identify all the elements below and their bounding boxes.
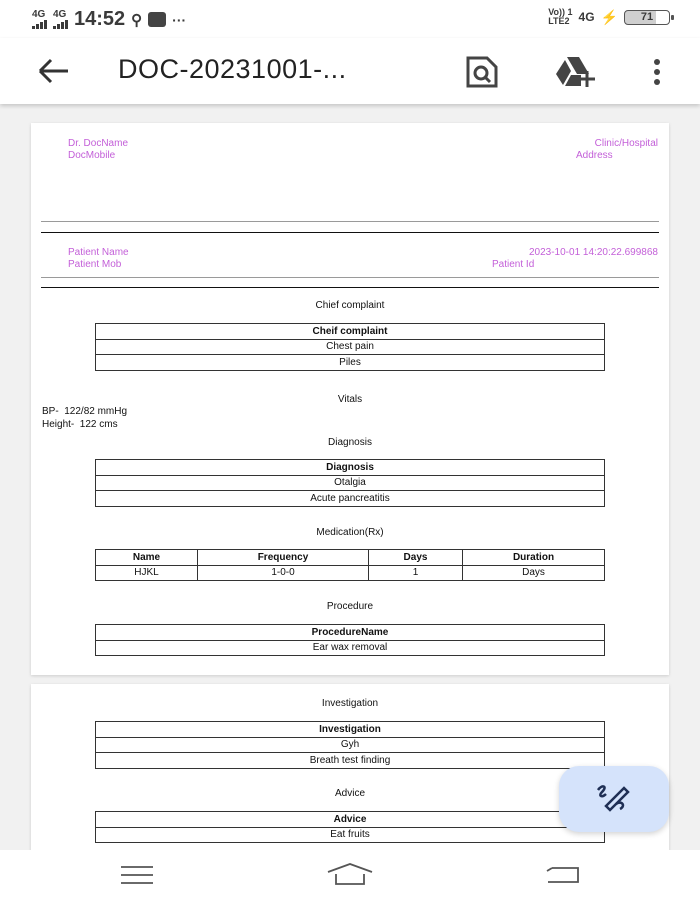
doctor-mobile: DocMobile [68,150,116,161]
table-header: Cheif complaint [96,324,605,340]
arrow-back-icon[interactable] [36,56,72,86]
menu-icon[interactable] [120,862,154,888]
column-header: Name [96,550,198,566]
doctor-name: Dr. DocName [68,138,129,149]
volte-top: Vo)) 1 [548,7,573,17]
diagnosis-table [95,459,605,507]
vital-height: Height- 122 cms [42,418,118,430]
table-cell: 1-0-0 [198,565,369,581]
table-header: Investigation [96,722,605,738]
diagnosis-title: Diagnosis [328,437,372,448]
pdf-page-1 [31,123,669,675]
table-cell: Ear wax removal [96,640,605,656]
column-header: Frequency [198,550,369,566]
table-cell: Days [463,565,605,581]
table-header: Diagnosis [96,460,605,476]
prescription-datetime: 2023-10-01 14:20:22.699868 [528,247,658,258]
pdf-viewer[interactable] [0,104,700,850]
chief-complaint-title: Chief complaint [315,300,385,311]
drive-add-icon[interactable] [555,55,589,89]
column-header: Days [369,550,463,566]
medication-title: Medication(Rx) [316,527,384,538]
vital-bp: BP- 122/82 mmHg [42,406,128,417]
signal-2-icon [53,10,68,29]
table-cell: 1 [369,565,463,581]
divider [41,221,659,222]
column-header: Duration [463,550,605,566]
divider [41,277,659,278]
status-bar [0,0,700,38]
network-type: 4G [578,10,595,24]
usb-icon: ⚲ [131,11,143,29]
more-notifications-icon: ··· [172,11,187,28]
signal-1-icon [32,10,47,29]
charging-icon: ⚡ [600,8,618,25]
patient-mobile: Patient Mob [68,259,122,270]
table-header: Advice [96,812,605,828]
back-icon[interactable] [544,862,580,888]
table-cell: Chest pain [96,339,605,355]
signal-1-label: 4G [32,9,46,20]
table-cell: Gyh [96,737,605,753]
volte-bottom: LTE2 [548,16,570,26]
procedure-title: Procedure [326,601,374,612]
clinic-address: Address [576,150,613,161]
clock: 14:52 [74,8,126,30]
table-cell: Otalgia [96,475,605,491]
app-bar [0,38,700,104]
table-row [96,565,605,581]
more-vertical-icon[interactable] [640,55,674,89]
table-cell: HJKL [96,565,198,581]
advice-table [95,811,605,843]
table-cell: Piles [96,355,605,371]
table-cell: Acute pancreatitis [96,491,605,507]
investigation-title: Investigation [321,698,379,709]
annotate-pen-icon [594,782,634,817]
battery-level: 71 [640,10,654,23]
signal-2-label: 4G [53,9,67,20]
home-icon[interactable] [326,862,374,888]
procedure-table [95,624,605,656]
table-header: ProcedureName [96,625,605,641]
divider [41,287,659,288]
annotate-button[interactable] [559,766,669,832]
chief-complaint-table [95,323,605,371]
patient-id: Patient Id [492,259,535,270]
notification-app-icon [148,12,166,27]
advice-title: Advice [334,788,365,799]
patient-name: Patient Name [68,247,129,258]
vitals-title: Vitals [337,394,363,405]
vitals-list [42,406,127,431]
volte-indicator [548,8,572,26]
medication-table [95,549,605,581]
file-search-icon[interactable] [465,55,499,89]
battery-icon [624,10,670,25]
investigation-table [95,721,605,769]
divider [41,232,659,233]
table-cell: Breath test finding [96,753,605,769]
system-nav-bar [0,850,700,900]
document-title: DOC-20231001-... [118,54,347,84]
table-cell: Eat fruits [96,827,605,843]
clinic-name: Clinic/Hospital [594,138,658,149]
